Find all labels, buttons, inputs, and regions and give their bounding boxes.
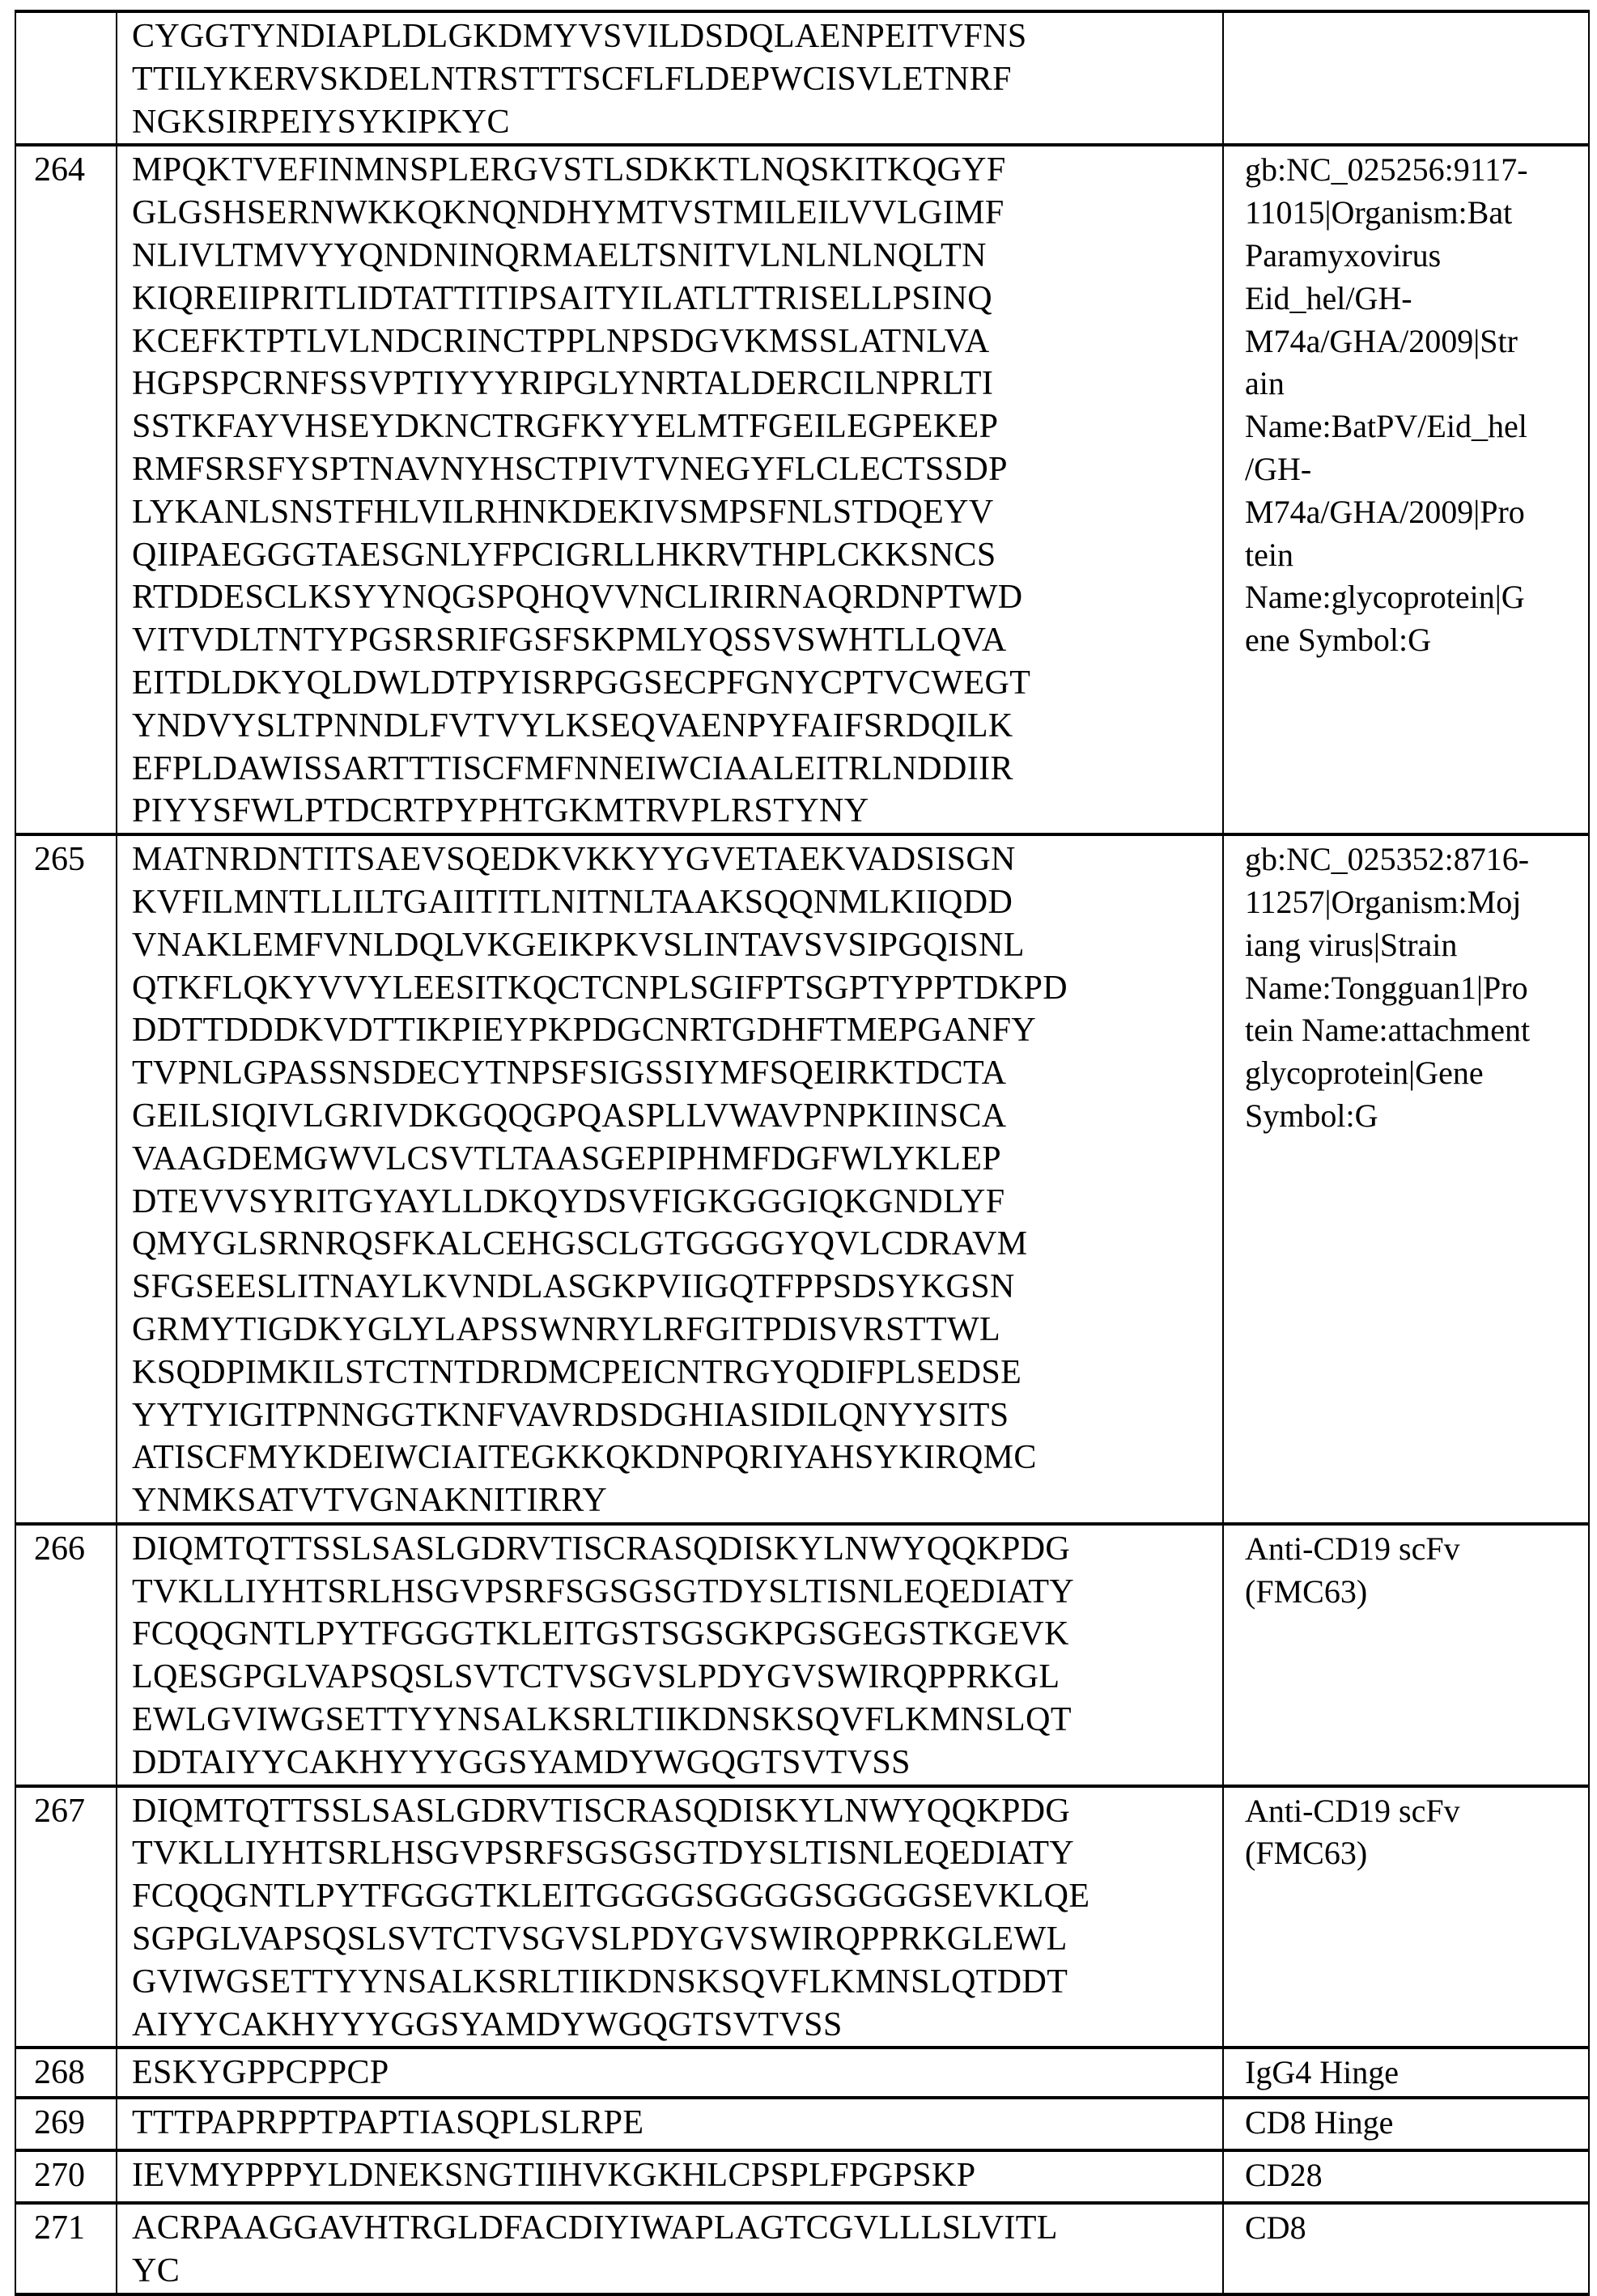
- sequence-line: KSQDPIMKILSTCTNTDRDMCPEICNTRGYQDIFPLSEDSE: [132, 1352, 1222, 1394]
- sequence-line: GVIWGSETTYYNSALKSRLTIIKDNSKSQVFLKMNSLQTDDT: [132, 1961, 1222, 2004]
- sequence-line: RMFSRSFYSPTNAVNYHSCTPIVTVNEGYFLCLECTSSDP: [132, 448, 1222, 491]
- description-cell: [1223, 1786, 1589, 2048]
- sequence-cell: [117, 11, 1223, 145]
- sequence-line: VITVDLTNTYPGSRSRIFGSFSKPMLYQSSVSWHTLLQVA: [132, 619, 1222, 662]
- sequence-line: LQESGPGLVAPSQSLSVTCTVSGVSLPDYGVSWIRQPPRKGL: [132, 1656, 1222, 1699]
- sequence-line: SSTKFAYVHSEYDKNCTRGFKYYELMTFGEILEGPEKEP: [132, 405, 1222, 448]
- sequence-line: NLIVLTMVYYQNDNINQRMAELTSNITVLNLNLNQLTN: [132, 235, 1222, 278]
- description-line: gb:NC_025256:9117-: [1245, 149, 1588, 192]
- description-line: Name:glycoprotein|G: [1245, 576, 1588, 619]
- description-line: tein Name:attachment: [1245, 1009, 1588, 1052]
- sequence-line: NGKSIRPEIYSYKIPKYC: [132, 101, 1222, 144]
- description-line: M74a/GHA/2009|Pro: [1245, 491, 1588, 534]
- sequence-line: YC: [132, 2250, 1222, 2293]
- description-line: 11015|Organism:Bat: [1245, 192, 1588, 235]
- description-line: glycoprotein|Gene: [1245, 1052, 1588, 1095]
- sequence-cell: [117, 2203, 1223, 2294]
- seq-id-number: 269: [15, 2098, 117, 2150]
- sequence-cell: [117, 1524, 1223, 1786]
- seq-id-number: 271: [15, 2203, 117, 2294]
- sequence-cell: [117, 2048, 1223, 2098]
- description-cell: [1223, 2098, 1589, 2150]
- description-line: gb:NC_025352:8716-: [1245, 838, 1588, 881]
- sequence-line: AIYYCAKHYYYGGSYAMDYWGQGTSVTVSS: [132, 2004, 1222, 2047]
- sequence-line: CYGGTYNDIAPLDLGKDMYVSVILDSDQLAENPEITVFNS: [132, 15, 1222, 58]
- description-line: Anti-CD19 scFv: [1245, 1528, 1588, 1571]
- sequence-cell: [117, 834, 1223, 1524]
- table-row: [15, 2098, 1589, 2150]
- sequence-line: DDTTDDDKVDTTIKPIEYPKPDGCNRTGDHFTMEPGANFY: [132, 1009, 1222, 1052]
- sequence-line: FCQQGNTLPYTFGGGTKLEITGGGGSGGGGSGGGGSEVKLQE: [132, 1875, 1222, 1918]
- sequence-line: TTTPAPRPPTPAPTIASQPLSLRPE: [132, 2102, 1222, 2145]
- sequence-line: ESKYGPPCPPCP: [132, 2052, 1222, 2094]
- description-line: /GH-: [1245, 448, 1588, 491]
- sequence-line: DIQMTQTTSSLSASLGDRVTISCRASQDISKYLNWYQQKPDG: [132, 1790, 1222, 1833]
- sequence-line: DIQMTQTTSSLSASLGDRVTISCRASQDISKYLNWYQQKPDG: [132, 1528, 1222, 1571]
- description-line: Eid_hel/GH-: [1245, 278, 1588, 320]
- seq-id-number: 270: [15, 2150, 117, 2203]
- sequence-line: DTEVVSYRITGYAYLLDKQYDSVFIGKGGGIQKGNDLYF: [132, 1181, 1222, 1224]
- sequence-line: YYTYIGITPNNGGTKNFVAVRDSDGHIASIDILQNYYSITS: [132, 1394, 1222, 1437]
- sequence-line: TTILYKERVSKDELNTRSTTTSCFLFLDEPWCISVLETNRF: [132, 58, 1222, 101]
- sequence-line: ATISCFMYKDEIWCIAITEGKKQKDNPQRIYAHSYKIRQMC: [132, 1437, 1222, 1479]
- description-cell: [1223, 2048, 1589, 2098]
- seq-id-number: 264: [15, 145, 117, 834]
- sequence-line: LYKANLSNSTFHLVILRHNKDEKIVSMPSFNLSTDQEYV: [132, 491, 1222, 534]
- sequence-line: SGPGLVAPSQSLSVTCTVSGVSLPDYGVSWIRQPPRKGLEWL: [132, 1918, 1222, 1961]
- seq-id-number: 268: [15, 2048, 117, 2098]
- sequence-line: VNAKLEMFVNLDQLVKGEIKPKVSLINTAVSVSIPGQISNL: [132, 924, 1222, 967]
- sequence-line: EFPLDAWISSARTTTISCFMFNNEIWCIAALEITRLNDDIIR: [132, 748, 1222, 791]
- table-row: [15, 1524, 1589, 1786]
- description-line: tein: [1245, 534, 1588, 577]
- sequence-line: VAAGDEMGWVLCSVTLTAASGEPIPHMFDGFWLYKLEP: [132, 1138, 1222, 1181]
- table-row: [15, 11, 1589, 145]
- description-cell: [1223, 11, 1589, 145]
- description-line: CD8 Hinge: [1245, 2102, 1588, 2145]
- description-line: ene Symbol:G: [1245, 619, 1588, 662]
- description-line: ain: [1245, 363, 1588, 405]
- sequence-line: TVPNLGPASSNSDECYTNPSFSIGSSIYMFSQEIRKTDCTA: [132, 1052, 1222, 1095]
- description-cell: [1223, 834, 1589, 1524]
- sequence-cell: [117, 2098, 1223, 2150]
- sequence-line: TVKLLIYHTSRLHSGVPSRFSGSGSGTDYSLTISNLEQEDIATY: [132, 1571, 1222, 1614]
- sequence-table-body: [15, 11, 1589, 2294]
- table-row: [15, 2150, 1589, 2203]
- sequence-line: KVFILMNTLLILTGAIITITLNITNLTAAKSQQNMLKIIQDD: [132, 881, 1222, 924]
- description-line: CD28: [1245, 2154, 1588, 2197]
- sequence-line: ACRPAAGGAVHTRGLDFACDIYIWAPLAGTCGVLLLSLVITL: [132, 2207, 1222, 2250]
- sequence-line: GEILSIQIVLGRIVDKGQQGPQASPLLVWAVPNPKIINSCA: [132, 1095, 1222, 1138]
- seq-id-number: 265: [15, 834, 117, 1524]
- description-line: M74a/GHA/2009|Str: [1245, 320, 1588, 363]
- description-line: 11257|Organism:Moj: [1245, 881, 1588, 924]
- seq-id-number: [15, 11, 117, 145]
- sequence-line: HGPSPCRNFSSVPTIYYYRIPGLYNRTALDERCILNPRLTI: [132, 363, 1222, 405]
- description-line: Name:BatPV/Eid_hel: [1245, 405, 1588, 448]
- table-row: [15, 834, 1589, 1524]
- sequence-line: PIYYSFWLPTDCRTPYPHTGKMTRVPLRSTYNY: [132, 790, 1222, 833]
- sequence-cell: [117, 1786, 1223, 2048]
- table-row: [15, 145, 1589, 834]
- sequence-line: KCEFKTPTLVLNDCRINCTPPLNPSDGVKMSSLATNLVA: [132, 320, 1222, 363]
- description-cell: [1223, 1524, 1589, 1786]
- seq-id-number: 267: [15, 1786, 117, 2048]
- sequence-line: EWLGVIWGSETTYYNSALKSRLTIIKDNSKSQVFLKMNSLQT: [132, 1699, 1222, 1742]
- table-row: [15, 2048, 1589, 2098]
- sequence-line: QMYGLSRNRQSFKALCEHGSCLGTGGGGYQVLCDRAVM: [132, 1223, 1222, 1266]
- sequence-cell: [117, 2150, 1223, 2203]
- description-cell: [1223, 145, 1589, 834]
- description-line: Name:Tongguan1|Pro: [1245, 967, 1588, 1010]
- sequence-line: SFGSEESLITNAYLKVNDLASGKPVIIGQTFPPSDSYKGSN: [132, 1266, 1222, 1309]
- sequence-line: GRMYTIGDKYGLYLAPSSWNRYLRFGITPDISVRSTTWL: [132, 1309, 1222, 1352]
- sequence-cell: [117, 145, 1223, 834]
- sequence-line: QIIPAEGGGTAESGNLYFPCIGRLLHKRVTHPLCKKSNCS: [132, 534, 1222, 577]
- sequence-line: IEVMYPPPYLDNEKSNGTIIHVKGKHLCPSPLFPGPSKP: [132, 2154, 1222, 2197]
- sequence-line: YNMKSATVTVGNAKNITIRRY: [132, 1479, 1222, 1522]
- description-cell: [1223, 2203, 1589, 2294]
- table-row: [15, 1786, 1589, 2048]
- description-line: (FMC63): [1245, 1571, 1588, 1614]
- sequence-line: MPQKTVEFINMNSPLERGVSTLSDKKTLNQSKITKQGYF: [132, 149, 1222, 192]
- table-row: [15, 2203, 1589, 2294]
- sequence-line: TVKLLIYHTSRLHSGVPSRFSGSGSGTDYSLTISNLEQEDIATY: [132, 1832, 1222, 1875]
- description-line: iang virus|Strain: [1245, 924, 1588, 967]
- description-line: Anti-CD19 scFv: [1245, 1790, 1588, 1833]
- sequence-line: RTDDESCLKSYYNQGSPQHQVVNCLIRIRNAQRDNPTWD: [132, 576, 1222, 619]
- sequence-line: FCQQGNTLPYTFGGGTKLEITGSTSGSGKPGSGEGSTKGEVK: [132, 1613, 1222, 1656]
- sequence-line: DDTAIYYCAKHYYYGGSYAMDYWGQGTSVTVSS: [132, 1742, 1222, 1785]
- sequence-table: [15, 10, 1590, 2296]
- sequence-line: GLGSHSERNWKKQKNQNDHYMTVSTMILEILVVLGIMF: [132, 192, 1222, 235]
- description-line: (FMC63): [1245, 1832, 1588, 1875]
- sequence-line: MATNRDNTITSAEVSQEDKVKKYYGVETAEKVADSISGN: [132, 838, 1222, 881]
- description-line: IgG4 Hinge: [1245, 2052, 1588, 2094]
- sequence-line: YNDVYSLTPNNDLFVTVYLKSEQVAENPYFAIFSRDQILK: [132, 705, 1222, 748]
- sequence-line: EITDLDKYQLDWLDTPYISRPGGSECPFGNYCPTVCWEGT: [132, 662, 1222, 705]
- seq-id-number: 266: [15, 1524, 117, 1786]
- description-line: CD8: [1245, 2207, 1588, 2250]
- description-line: Paramyxovirus: [1245, 235, 1588, 278]
- sequence-line: KIQREIIPRITLIDTATTITIPSAITYILATLTTRISELLPSINQ: [132, 278, 1222, 320]
- description-cell: [1223, 2150, 1589, 2203]
- sequence-line: QTKFLQKYVVYLEESITKQCTCNPLSGIFPTSGPTYPPTDKPD: [132, 967, 1222, 1010]
- description-line: Symbol:G: [1245, 1095, 1588, 1138]
